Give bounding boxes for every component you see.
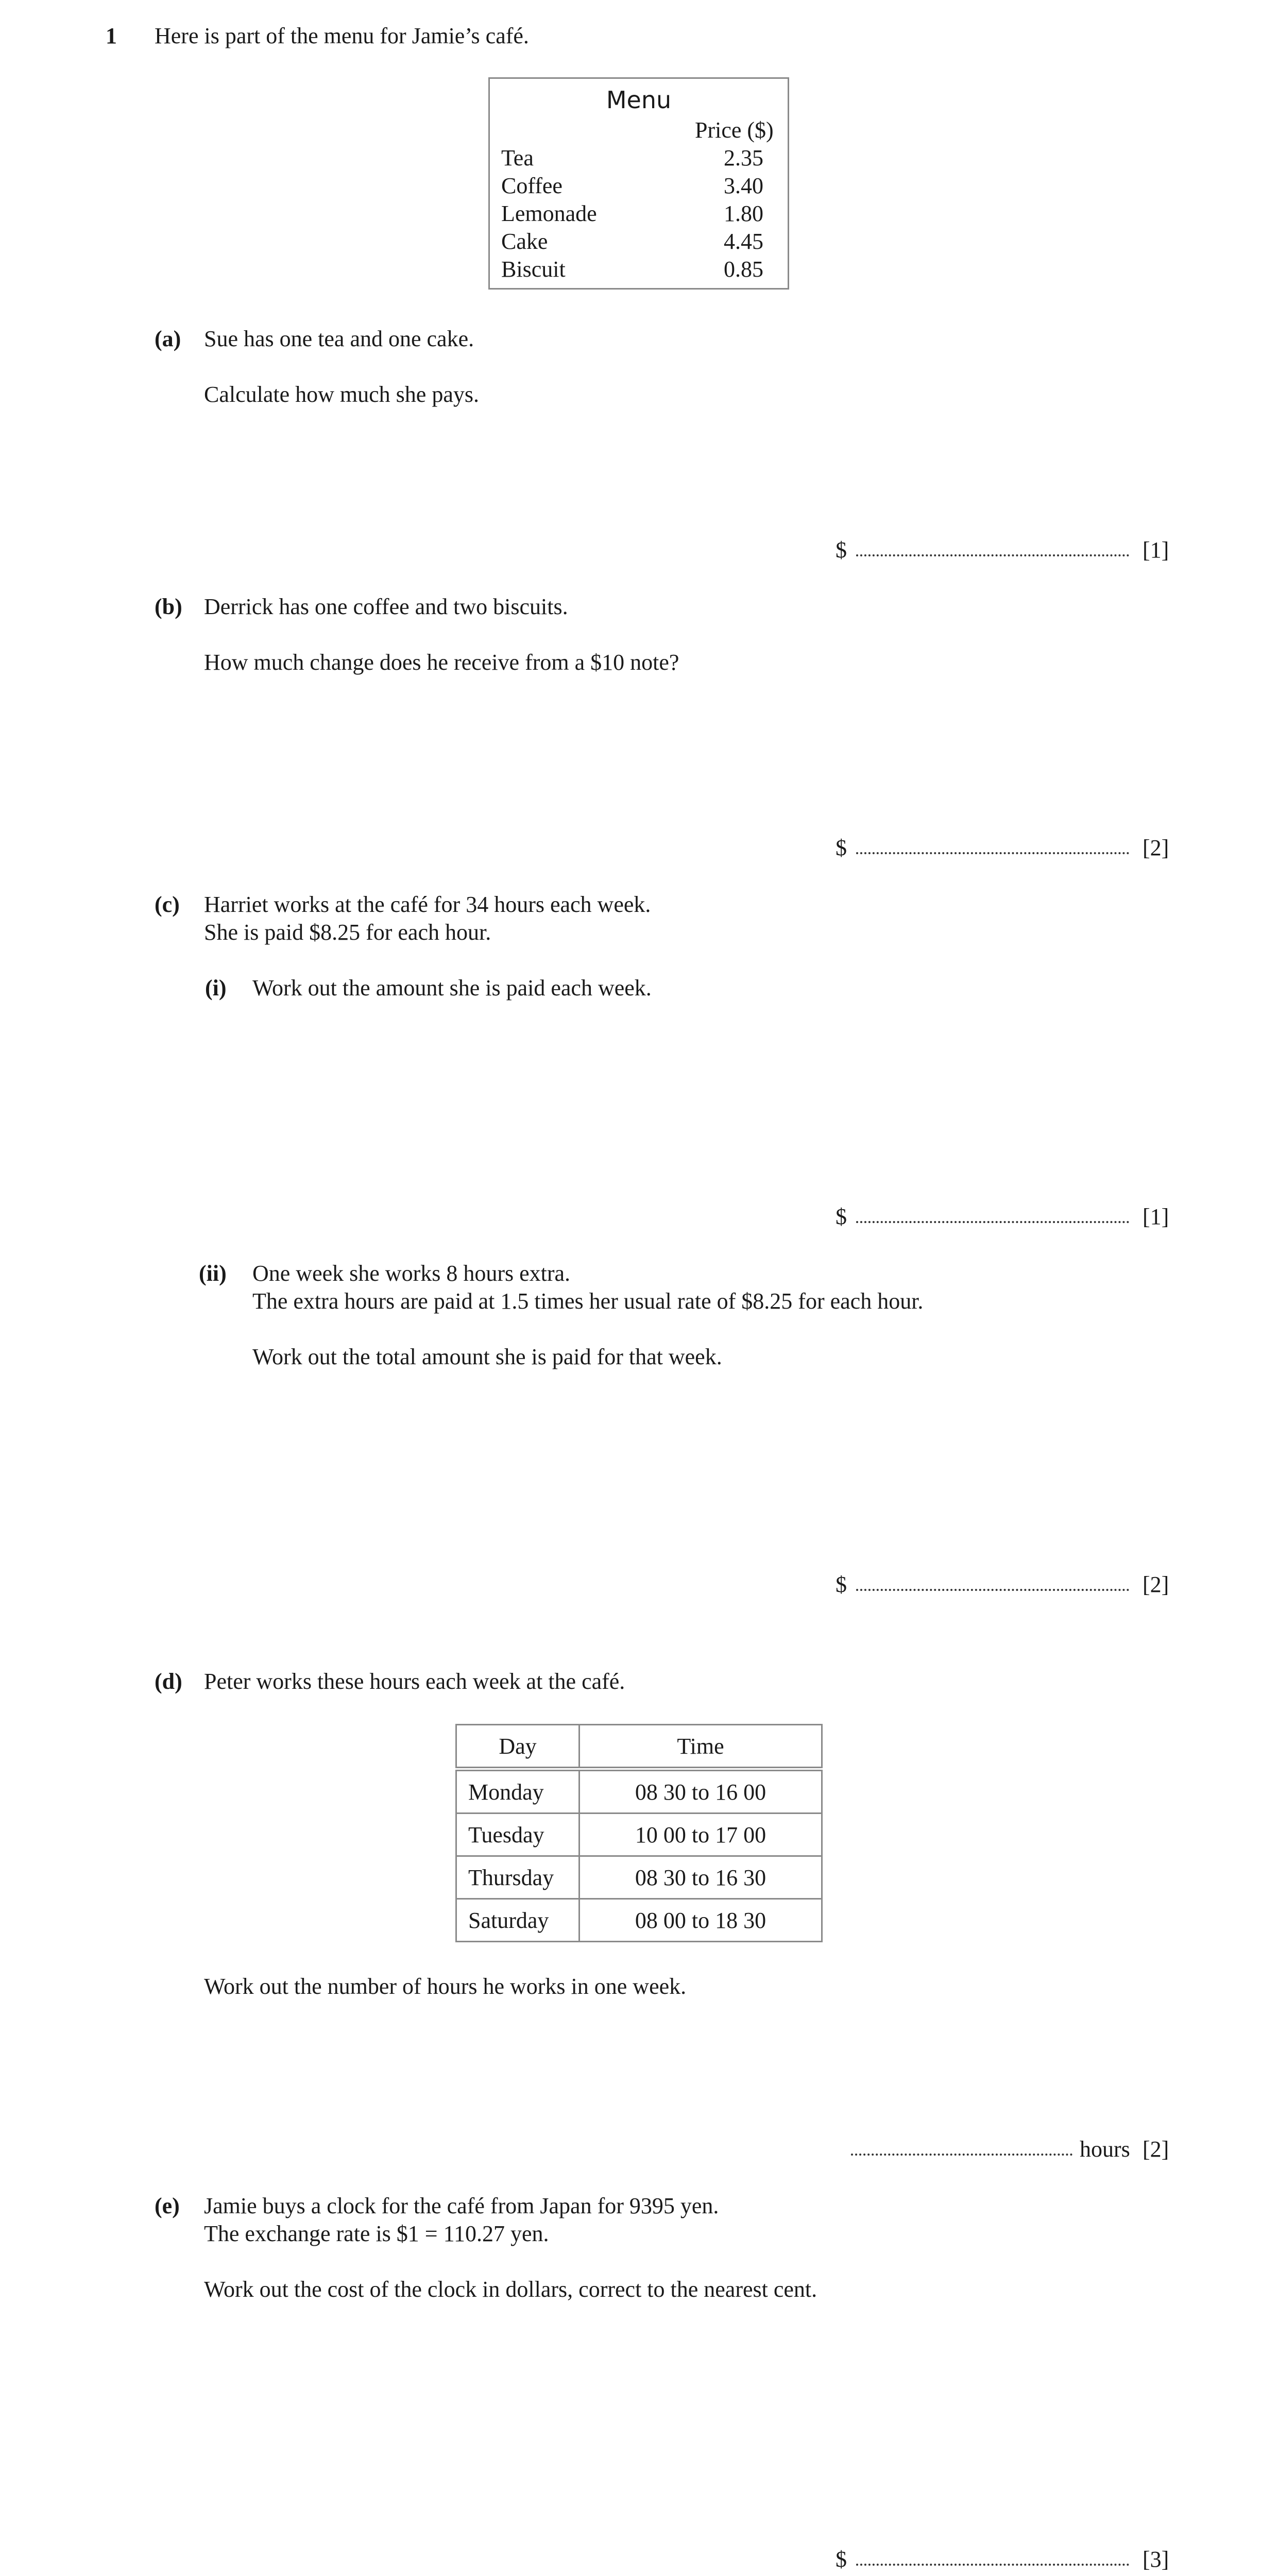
menu-item-name: Lemonade — [501, 201, 597, 226]
part-e-statement-2: The exchange rate is $1 = 110.27 yen. — [204, 2221, 549, 2246]
part-c-ii-marks: [2] — [1143, 1572, 1169, 1597]
menu-item — [501, 173, 779, 200]
part-c-i-instruction: Work out the amount she is paid each week. — [252, 975, 652, 1001]
part-c-i-answer-prefix: $ — [836, 1204, 847, 1229]
part-d-instruction: Work out the number of hours he works in one week. — [204, 1974, 687, 1999]
part-d-answer-suffix: hours — [1080, 2137, 1130, 2162]
menu-item — [501, 256, 779, 284]
part-c-i-marks: [1] — [1143, 1204, 1169, 1229]
part-c-statement-1: Harriet works at the café for 34 hours each week. — [204, 892, 651, 917]
part-a-marks: [1] — [1143, 537, 1169, 563]
part-c-statement-2: She is paid $8.25 for each hour. — [204, 920, 491, 945]
part-e-statement-1: Jamie buys a clock for the café from Japan for 9395 yen. — [204, 2193, 719, 2218]
menu-price-header: Price ($) — [695, 117, 774, 143]
part-e-answer-line[interactable] — [856, 2545, 1129, 2571]
table-row — [456, 1856, 822, 1899]
part-a-label: (a) — [155, 326, 181, 351]
part-b-statement: Derrick has one coffee and two biscuits. — [204, 594, 568, 619]
part-e-answer-prefix: $ — [836, 2547, 847, 2572]
part-b-marks: [2] — [1143, 835, 1169, 860]
table-cell-time: 10 00 to 17 00 — [580, 1814, 822, 1856]
part-d-answer-line[interactable] — [851, 2135, 1072, 2161]
part-e-label: (e) — [155, 2193, 180, 2218]
part-a-instruction: Calculate how much she pays. — [204, 382, 479, 407]
part-c-ii-answer-line[interactable] — [856, 1570, 1129, 1596]
hours-table — [455, 1724, 823, 1942]
part-c-ii-statement-1: One week she works 8 hours extra. — [252, 1261, 571, 1286]
part-c-i-answer-line[interactable] — [856, 1202, 1129, 1228]
part-d-label: (d) — [155, 1669, 182, 1694]
menu-item-price: 0.85 — [724, 257, 763, 282]
part-c-ii-answer-prefix: $ — [836, 1572, 847, 1597]
part-c-label: (c) — [155, 892, 180, 917]
question-intro: Here is part of the menu for Jamie’s café. — [155, 23, 529, 48]
menu-item-name: Tea — [501, 145, 534, 171]
menu-item-price: 2.35 — [724, 145, 763, 171]
question-number: 1 — [106, 23, 117, 48]
part-c-i-label: (i) — [205, 975, 227, 1001]
table-cell-day: Saturday — [456, 1899, 580, 1942]
table-cell-day: Tuesday — [456, 1814, 580, 1856]
menu-card — [488, 77, 789, 290]
part-c-ii-statement-2: The extra hours are paid at 1.5 times her usual rate of $8.25 for each hour. — [252, 1289, 924, 1314]
table-row — [456, 1814, 822, 1856]
table-header-row — [456, 1725, 822, 1769]
menu-item-price: 4.45 — [724, 229, 763, 254]
part-b-label: (b) — [155, 594, 182, 619]
menu-item-name: Coffee — [501, 173, 563, 198]
part-d-marks: [2] — [1143, 2137, 1169, 2162]
table-header-time: Time — [580, 1725, 822, 1769]
menu-item-name: Biscuit — [501, 257, 566, 282]
table-cell-day: Thursday — [456, 1856, 580, 1899]
menu-item — [501, 145, 779, 173]
menu-item — [501, 200, 779, 228]
table-row — [456, 1899, 822, 1942]
part-d-statement: Peter works these hours each week at the café. — [204, 1669, 625, 1694]
part-a-statement: Sue has one tea and one cake. — [204, 326, 474, 351]
menu-item — [501, 228, 779, 256]
part-a-answer-prefix: $ — [836, 537, 847, 563]
part-a-answer-line[interactable] — [856, 536, 1129, 562]
part-c-ii-label: (ii) — [199, 1261, 227, 1286]
part-c-ii-instruction: Work out the total amount she is paid for that week. — [252, 1344, 722, 1369]
part-b-answer-prefix: $ — [836, 835, 847, 860]
part-e-instruction: Work out the cost of the clock in dollars, correct to the nearest cent. — [204, 2277, 817, 2302]
table-cell-time: 08 30 to 16 30 — [580, 1856, 822, 1899]
menu-item-name: Cake — [501, 229, 548, 254]
table-cell-time: 08 30 to 16 00 — [580, 1769, 822, 1814]
table-row — [456, 1769, 822, 1814]
part-e-marks: [3] — [1143, 2547, 1169, 2572]
part-b-answer-line[interactable] — [856, 834, 1129, 859]
menu-item-price: 3.40 — [724, 173, 763, 198]
table-header-day: Day — [456, 1725, 580, 1769]
menu-item-price: 1.80 — [724, 201, 763, 226]
table-cell-day: Monday — [456, 1769, 580, 1814]
part-b-instruction: How much change does he receive from a $10 note? — [204, 650, 679, 675]
table-cell-time: 08 00 to 18 30 — [580, 1899, 822, 1942]
menu-title: Menu — [606, 86, 672, 114]
